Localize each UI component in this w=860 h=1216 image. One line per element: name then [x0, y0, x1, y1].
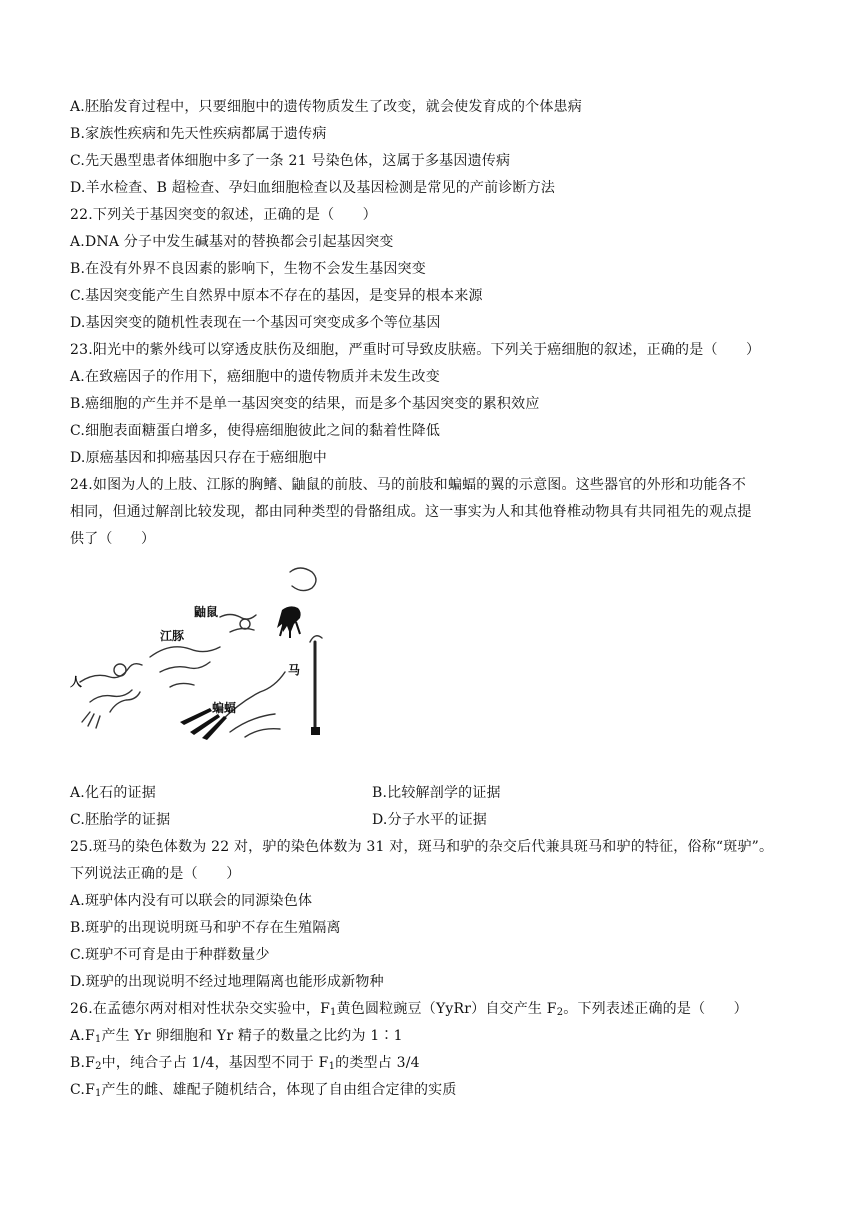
homologous-limbs-figure — [70, 562, 332, 745]
subscript: 1 — [329, 1007, 337, 1018]
q26-stem-part: 黄色圆粒豌豆（YyRr）自交产生 F — [336, 1001, 557, 1017]
q26-stem-part: 。下列表述正确的是（ ） — [563, 1001, 748, 1017]
q23-stem: 23.阳光中的紫外线可以穿透皮肤伤及细胞，严重时可导致皮肤癌。下列关于癌细胞的叙述，正确的是（ ） — [70, 342, 761, 358]
q22-stem: 22.下列关于基因突变的叙述，正确的是（ ） — [70, 207, 377, 223]
q21-option-a: A.胚胎发育过程中，只要细胞中的遗传物质发生了改变，就会使发育成的个体患病 — [70, 99, 582, 115]
label-dolphin: 江豚 — [160, 629, 185, 643]
q21-option-b: B.家族性疾病和先天性疾病都属于遗传病 — [70, 126, 327, 142]
q26-option-b-part: 中，纯合子占 1/4，基因型不同于 F — [101, 1055, 329, 1071]
q26-option-b-part: B.F — [70, 1055, 96, 1071]
q22-option-a: A.DNA 分子中发生碱基对的替换都会引起基因突变 — [70, 234, 394, 250]
q24-option-c: C.胚胎学的证据 — [70, 812, 171, 828]
q26-option-b-part: 的类型占 3/4 — [335, 1055, 420, 1071]
q25-option-a: A.斑驴体内没有可以联会的同源染色体 — [70, 893, 313, 909]
q25-stem-line2: 下列说法正确的是（ ） — [70, 866, 241, 882]
q22-option-b: B.在没有外界不良因素的影响下，生物不会发生基因突变 — [70, 261, 426, 277]
q26-option-c-part: C.F — [70, 1082, 95, 1098]
q21-option-d: D.羊水检查、B 超检查、孕妇血细胞检查以及基因检测是常见的产前诊断方法 — [70, 180, 556, 196]
q24-option-d: D.分子水平的证据 — [372, 812, 487, 828]
q24-stem-line1: 24.如图为人的上肢、江豚的胸鳍、鼬鼠的前肢、马的前肢和蝙蝠的翼的示意图。这些器官的外形和功能各不 — [70, 477, 747, 493]
q21-option-c: C.先天愚型患者体细胞中多了一条 21 号染色体，这属于多基因遗传病 — [70, 153, 511, 169]
q24-option-a: A.化石的证据 — [70, 785, 156, 801]
q25-option-d: D.斑驴的出现说明不经过地理隔离也能形成新物种 — [70, 974, 384, 990]
label-weasel: 鼬鼠 — [194, 605, 219, 619]
q26-option-a-part: 产生 Yr 卵细胞和 Yr 精子的数量之比约为 1∶1 — [101, 1028, 403, 1044]
subscript: 1 — [94, 1034, 102, 1045]
q23-option-d: D.原癌基因和抑癌基因只存在于癌细胞中 — [70, 450, 327, 466]
q26-option-a-part: A.F — [70, 1028, 95, 1044]
subscript: 1 — [94, 1088, 102, 1099]
q26-option-b — [70, 1054, 420, 1072]
q26-stem — [70, 1000, 748, 1018]
q24-stem-line2: 相同，但通过解剖比较发现，都由同种类型的骨骼组成。这一事实为人和其他脊椎动物具有共同祖先的观点提 — [70, 504, 752, 520]
q25-stem-line1: 25.斑马的染色体数为 22 对，驴的染色体数为 31 对，斑马和驴的杂交后代兼具斑马和驴的特征，俗称“斑驴”。 — [70, 839, 774, 855]
q23-option-c: C.细胞表面糖蛋白增多，使得癌细胞彼此之间的黏着性降低 — [70, 423, 441, 439]
q23-option-a: A.在致癌因子的作用下，癌细胞中的遗传物质并未发生改变 — [70, 369, 440, 385]
q23-option-b: B.癌细胞的产生并不是单一基因突变的结果，而是多个基因突变的累积效应 — [70, 396, 540, 412]
q26-option-a — [70, 1027, 403, 1045]
label-bat: 蝙蝠 — [212, 701, 237, 715]
q26-option-c-part: 产生的雌、雄配子随机结合，体现了自由组合定律的实质 — [101, 1082, 457, 1098]
q24-option-b: B.比较解剖学的证据 — [372, 785, 501, 801]
q22-option-d: D.基因突变的随机性表现在一个基因可突变成多个等位基因 — [70, 315, 441, 331]
subscript: 2 — [556, 1007, 564, 1018]
label-horse: 马 — [288, 663, 301, 677]
q24-stem-line3: 供了（ ） — [70, 531, 156, 547]
subscript: 1 — [328, 1061, 336, 1072]
subscript: 2 — [95, 1061, 102, 1072]
q22-option-c: C.基因突变能产生自然界中原本不存在的基因，是变异的根本来源 — [70, 288, 483, 304]
q26-stem-part: 26.在孟德尔两对相对性状杂交实验中，F — [70, 1001, 330, 1017]
label-human: 人 — [70, 675, 83, 689]
q25-option-c: C.斑驴不可育是由于种群数量少 — [70, 947, 270, 963]
q25-option-b: B.斑驴的出现说明斑马和驴不存在生殖隔离 — [70, 920, 341, 936]
q26-option-c — [70, 1081, 457, 1099]
